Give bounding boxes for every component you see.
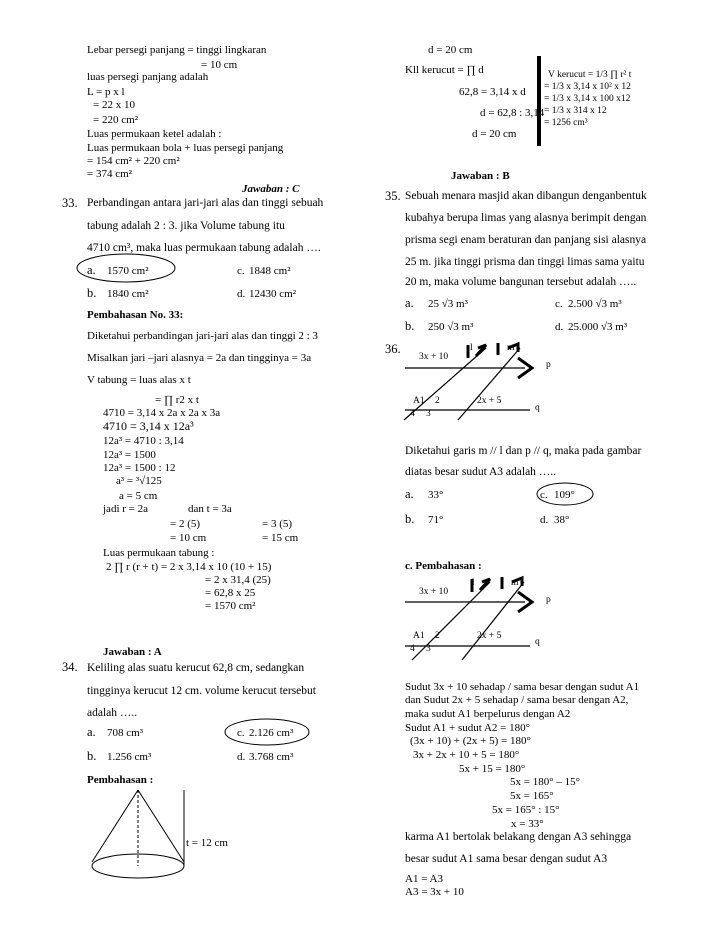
option-value: 1840 cm² bbox=[107, 288, 149, 300]
text-line: d = 20 cm bbox=[472, 128, 517, 140]
text-line: = 10 cm bbox=[170, 532, 207, 544]
box-line: = 1/3 x 314 x 12 bbox=[544, 106, 607, 116]
option-value: 2.500 √3 m³ bbox=[568, 298, 622, 310]
option-letter: d. bbox=[237, 751, 246, 763]
text-line: A1 = A3 bbox=[405, 873, 443, 885]
text-line: a = 5 cm bbox=[119, 490, 158, 502]
text-line: maka sudut A1 berpelurus dengan A2 bbox=[405, 708, 571, 720]
diagram-label: l bbox=[470, 343, 473, 353]
diagram-label: 2x + 5 bbox=[477, 396, 502, 406]
question-text: adalah ….. bbox=[87, 707, 138, 719]
option-value: 33° bbox=[428, 489, 444, 501]
text-line: 5x + 15 = 180° bbox=[459, 763, 526, 775]
text-line: = 10 cm bbox=[201, 59, 238, 71]
text-line: = 220 cm² bbox=[93, 114, 138, 126]
option-letter: c. bbox=[237, 727, 245, 739]
diagram-label: 4 bbox=[410, 409, 415, 419]
text-line: = ∏ r2 x t bbox=[155, 394, 199, 406]
text-line: jadi r = 2a bbox=[103, 503, 148, 515]
box-line: V kerucut = 1/3 ∏ r² t bbox=[548, 70, 632, 80]
text-line: 4710 = 3,14 x 2a x 2a x 3a bbox=[103, 407, 221, 419]
option-letter: c. bbox=[555, 298, 563, 310]
question-text: 20 m, maka volume bangunan tersebut adalah ….. bbox=[405, 276, 637, 288]
text-line: 5x = 180° – 15° bbox=[510, 776, 581, 788]
option-value: 708 cm³ bbox=[107, 727, 143, 739]
section-title: Pembahasan No. 33: bbox=[87, 309, 184, 321]
option-value: 2.126 cm³ bbox=[249, 727, 294, 739]
option-letter: d. bbox=[237, 288, 246, 300]
option-letter: b. bbox=[87, 286, 97, 300]
text-line: 4710 = 3,14 x 12a³ bbox=[103, 419, 194, 433]
question-number-33: 33. bbox=[62, 196, 78, 210]
text-line: L = p x l bbox=[87, 86, 125, 98]
question-text: Sebuah menara masjid akan dibangun denganbentuk bbox=[405, 190, 647, 202]
height-label: t = 12 cm bbox=[186, 837, 228, 849]
section-title: c. Pembahasan : bbox=[405, 560, 482, 572]
question-text: 4710 cm³, maka luas permukaan tabung adalah …. bbox=[87, 242, 321, 254]
text-line: x = 33° bbox=[511, 818, 544, 830]
question-text: Keliling alas suatu kerucut 62,8 cm, sedangkan bbox=[87, 662, 305, 674]
question-text: 25 m. jika tinggi prisma dan tinggi limas sama yaitu bbox=[405, 256, 645, 268]
option-letter: a. bbox=[87, 725, 96, 739]
diagram-label: 3x + 10 bbox=[419, 352, 449, 362]
text-line: 5x = 165° : 15° bbox=[492, 804, 560, 816]
text-line: d = 62,8 : 3,14 bbox=[480, 107, 545, 119]
option-value: 71° bbox=[428, 514, 444, 526]
question-text: Perbandingan antara jari-jari alas dan tinggi sebuah bbox=[87, 197, 324, 209]
option-letter: b. bbox=[87, 749, 97, 763]
question-text: kubahya berupa limas yang alasnya berimpit dengan bbox=[405, 212, 647, 224]
diagram-label: p bbox=[546, 360, 551, 370]
option-letter: d. bbox=[540, 514, 549, 526]
answer-label-33: Jawaban : C bbox=[242, 183, 300, 195]
diagram-label: 2x + 5 bbox=[477, 631, 502, 641]
text-line: karma A1 bertolak belakang dengan A3 sehingga bbox=[405, 831, 632, 843]
option-value: 109° bbox=[554, 489, 575, 501]
text-line: d = 20 cm bbox=[428, 44, 473, 56]
question-number-36: 36. bbox=[385, 342, 401, 356]
option-value: 12430 cm² bbox=[249, 288, 296, 300]
diagram-label: q bbox=[535, 637, 540, 647]
diagram-label: m bbox=[507, 343, 515, 353]
box-line: = 1256 cm³ bbox=[544, 118, 588, 128]
section-title: Pembahasan : bbox=[87, 774, 154, 786]
option-value: 1848 cm² bbox=[249, 265, 291, 277]
option-letter: a. bbox=[87, 263, 96, 277]
text-line: 12a³ = 1500 : 12 bbox=[103, 462, 176, 474]
option-letter: a. bbox=[405, 296, 414, 310]
text-line: 3x + 2x + 10 + 5 = 180° bbox=[413, 749, 520, 761]
question-number-35: 35. bbox=[385, 189, 401, 203]
option-value: 38° bbox=[554, 514, 570, 526]
text-line: = 15 cm bbox=[262, 532, 299, 544]
diagram-label: l bbox=[472, 578, 475, 588]
answer-label-33-final: Jawaban : A bbox=[103, 646, 162, 658]
option-value: 25 √3 m³ bbox=[428, 298, 468, 310]
text-line: 62,8 = 3,14 x d bbox=[459, 86, 526, 98]
text-line: A3 = 3x + 10 bbox=[405, 886, 464, 898]
text-line: = 1570 cm² bbox=[205, 600, 256, 612]
diagram-label: A1 bbox=[413, 631, 425, 641]
text-line: = 62,8 x 25 bbox=[205, 587, 256, 599]
text-line: a³ = ³√125 bbox=[116, 475, 162, 487]
question-text: prisma segi enam beraturan dan panjang sisi alasnya bbox=[405, 234, 647, 246]
text-line: dan Sudut 2x + 5 sehadap / sama besar dengan A2, bbox=[405, 694, 629, 706]
text-line: Diketahui perbandingan jari-jari alas dan tinggi 2 : 3 bbox=[87, 330, 318, 342]
diagram-label: p bbox=[546, 595, 551, 605]
text-line: Sudut A1 + sudut A2 = 180° bbox=[405, 722, 530, 734]
question-text: tabung adalah 2 : 3. jika Volume tabung itu bbox=[87, 220, 285, 232]
diagram-label: 4 bbox=[410, 644, 415, 654]
option-value: 25.000 √3 m³ bbox=[568, 321, 628, 333]
text-line: 12a³ = 4710 : 3,14 bbox=[103, 435, 184, 447]
text-line: 5x = 165° bbox=[510, 790, 554, 802]
diagram-label: 2 bbox=[435, 396, 440, 406]
option-letter: b. bbox=[405, 512, 415, 526]
option-letter: c. bbox=[237, 265, 245, 277]
text-line: 2 ∏ r (r + t) = 2 x 3,14 x 10 (10 + 15) bbox=[106, 561, 272, 573]
option-value: 1.256 cm³ bbox=[107, 751, 152, 763]
text-line: Luas permukaan ketel adalah : bbox=[87, 128, 222, 140]
text-line: Misalkan jari –jari alasnya = 2a dan tingginya = 3a bbox=[87, 352, 312, 364]
option-letter: d. bbox=[555, 321, 564, 333]
cone-figure bbox=[92, 790, 184, 878]
box-line: = 1/3 x 3,14 x 100 x12 bbox=[544, 94, 631, 104]
text-line: Kll kerucut = ∏ d bbox=[405, 64, 484, 76]
option-letter: a. bbox=[405, 487, 414, 501]
text-line: = 374 cm² bbox=[87, 168, 132, 180]
question-text: Diketahui garis m // l dan p // q, maka pada gambar bbox=[405, 445, 642, 457]
text-line: besar sudut A1 sama besar dengan sudut A3 bbox=[405, 853, 608, 865]
text-line: (3x + 10) + (2x + 5) = 180° bbox=[410, 735, 531, 747]
diagram-label: 3x + 10 bbox=[419, 587, 449, 597]
text-line: = 2 (5) bbox=[170, 518, 201, 530]
box-line: = 1/3 x 3,14 x 10² x 12 bbox=[544, 82, 631, 92]
text-line: Sudut 3x + 10 sehadap / sama besar dengan sudut A1 bbox=[405, 681, 640, 693]
diagram-label: 3 bbox=[426, 644, 431, 654]
option-value: 250 √3 m³ bbox=[428, 321, 474, 333]
text-line: Lebar persegi panjang = tinggi lingkaran bbox=[87, 44, 267, 56]
text-line: = 2 x 31,4 (25) bbox=[205, 574, 271, 586]
option-value: 3.768 cm³ bbox=[249, 751, 294, 763]
diagram-label: 3 bbox=[426, 409, 431, 419]
option-letter: c. bbox=[540, 489, 548, 501]
text-line: = 22 x 10 bbox=[93, 99, 135, 111]
text-line: dan t = 3a bbox=[188, 503, 232, 515]
box-divider bbox=[537, 56, 541, 146]
diagram-label: m bbox=[511, 578, 519, 588]
diagram-label: A1 bbox=[413, 396, 425, 406]
text-line: V tabung = luas alas x t bbox=[87, 374, 191, 386]
text-line: 12a³ = 1500 bbox=[103, 449, 156, 461]
option-value: 1570 cm² bbox=[107, 265, 149, 277]
text-line: Luas permukaan bola + luas persegi panjang bbox=[87, 142, 284, 154]
option-letter: b. bbox=[405, 319, 415, 333]
text-line: = 3 (5) bbox=[262, 518, 293, 530]
diagram-label: q bbox=[535, 403, 540, 413]
diagram-label: 2 bbox=[435, 631, 440, 641]
text-line: luas persegi panjang adalah bbox=[87, 71, 209, 83]
question-number-34: 34. bbox=[62, 660, 78, 674]
question-text: tingginya kerucut 12 cm. volume kerucut tersebut bbox=[87, 685, 316, 697]
text-line: = 154 cm² + 220 cm² bbox=[87, 155, 180, 167]
answer-label-34: Jawaban : B bbox=[451, 170, 510, 182]
text-line: Luas permukaan tabung : bbox=[103, 547, 215, 559]
question-text: diatas besar sudut A3 adalah ….. bbox=[405, 466, 557, 478]
